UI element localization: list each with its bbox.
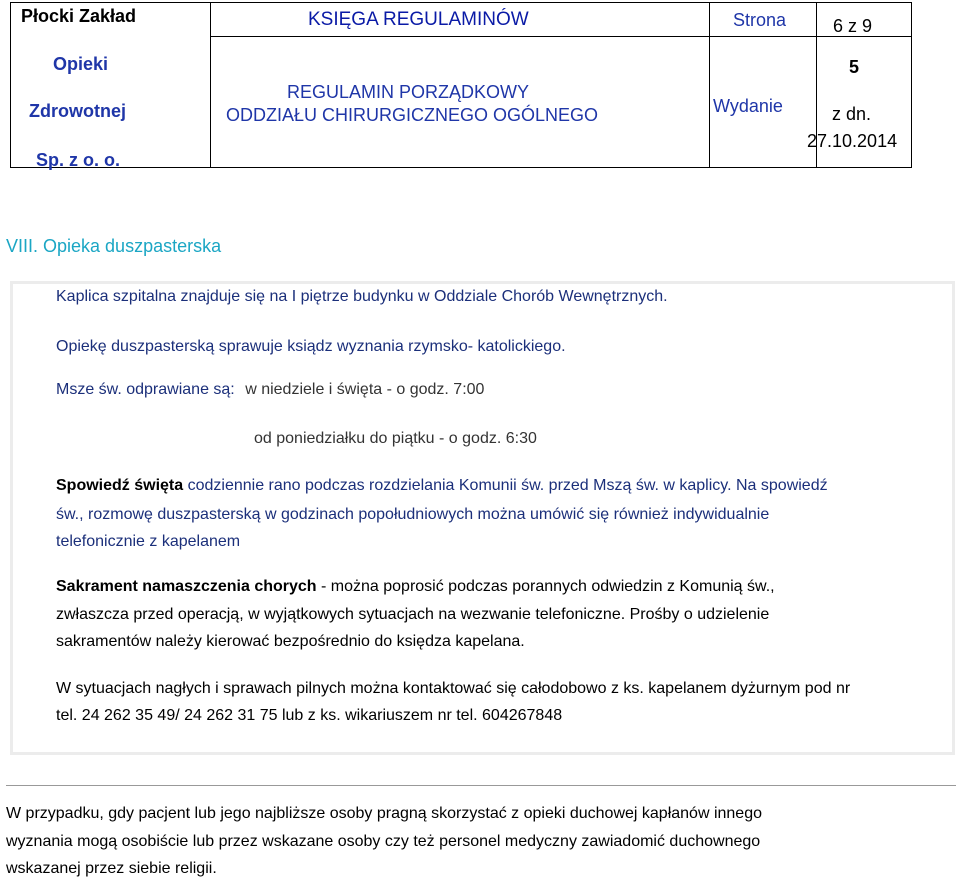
- date-label: z dn.: [832, 104, 872, 124]
- paragraph-urgent-2: [56, 705, 562, 727]
- paragraph-urgent-1: [56, 678, 850, 700]
- other-religion-line1: W przypadku, gdy pacjent lub jego najbliższe osoby pragną skorzystać z opieki duchowej kapłanów innego: [6, 805, 762, 822]
- section-heading: VIII. Opieka duszpasterska: [6, 236, 222, 256]
- sacrament-text: - można poprosić podczas porannych odwiedzin z Komunią św.,: [316, 578, 775, 595]
- mass-weekday-time: od poniedziałku do piątku - o godz. 6:30: [254, 430, 537, 447]
- org-name-line4: Sp. z o. o.: [36, 150, 120, 170]
- paragraph-pastoral-care: [56, 336, 566, 358]
- book-title: KSIĘGA REGULAMINÓW: [308, 9, 529, 30]
- edition-number: 5: [849, 57, 860, 77]
- pastoral-care-text: Opiekę duszpasterską sprawuje ksiądz wyznania rzymsko- katolickiego.: [56, 338, 566, 355]
- paragraph-sacrament-1: [56, 576, 775, 598]
- header-divider: [709, 3, 710, 167]
- sacrament-text-line2: zwłaszcza przed operacją, w wyjątkowych sytuacjach na wezwanie telefoniczne. Prośby o udzielenie: [56, 606, 770, 623]
- confession-text: codziennie rano podczas rozdzielania Komunii św. przed Mszą św. w kaplicy. Na spowiedź: [183, 477, 828, 494]
- urgent-contact-phones: tel. 24 262 35 49/ 24 262 31 75 lub z ks. wikariuszem nr tel. 604267848: [56, 707, 563, 724]
- doc-title-line2: ODDZIAŁU CHIRURGICZNEGO OGÓLNEGO: [226, 105, 599, 125]
- paragraph-sacrament-2: [56, 604, 769, 626]
- paragraph-chapel-location: [56, 286, 668, 308]
- page-number: 6 z 9: [833, 16, 873, 36]
- edition-label: Wydanie: [713, 96, 783, 116]
- paragraph-mass-sunday: [56, 379, 484, 401]
- urgent-contact-text: W sytuacjach nagłych i sprawach pilnych można kontaktować się całodobowo z ks. kapelanem dyżurnym pod nr: [56, 680, 851, 697]
- page-divider: [6, 785, 956, 786]
- sacrament-text-line3: sakramentów należy kierować bezpośrednio do księdza kapelana.: [56, 633, 525, 650]
- org-name-line1: Płocki Zakład: [21, 6, 137, 26]
- org-name-line2: Opieki: [53, 54, 109, 74]
- date-value: 27.10.2014: [807, 131, 898, 151]
- paragraph-confession-2: [56, 504, 769, 526]
- header-divider: [210, 3, 211, 167]
- chapel-location-text: Kaplica szpitalna znajduje się na I piętrze budynku w Oddziale Chorób Wewnętrznych.: [56, 288, 668, 305]
- confession-label: Spowiedź święta: [56, 477, 184, 494]
- paragraph-sacrament-3: [56, 631, 525, 653]
- confession-text-line3: telefonicznie z kapelanem: [56, 533, 241, 550]
- other-religion-line3: wskazanej przez siebie religii.: [6, 860, 217, 877]
- mass-label: Msze św. odprawiane są:: [56, 381, 235, 398]
- paragraph-confession-1: [56, 475, 828, 497]
- doc-title-line1: REGULAMIN PORZĄDKOWY: [287, 82, 530, 102]
- other-religion-line2: wyznania mogą osobiście lub przez wskazane osoby czy też personel medyczny zawiadomić duchownego: [6, 833, 761, 850]
- header-divider: [210, 36, 816, 37]
- document-header: [10, 2, 912, 168]
- mass-sunday-time: w niedziele i święta - o godz. 7:00: [245, 381, 485, 398]
- paragraph-mass-weekday: [254, 428, 537, 450]
- paragraph-confession-3: [56, 531, 240, 553]
- org-name-line3: Zdrowotnej: [29, 101, 126, 121]
- sacrament-label: Sakrament namaszczenia chorych: [56, 578, 317, 595]
- page-label: Strona: [733, 10, 787, 30]
- confession-text-line2: św., rozmowę duszpasterską w godzinach popołudniowych można umówić się również indywidualnie: [56, 506, 770, 523]
